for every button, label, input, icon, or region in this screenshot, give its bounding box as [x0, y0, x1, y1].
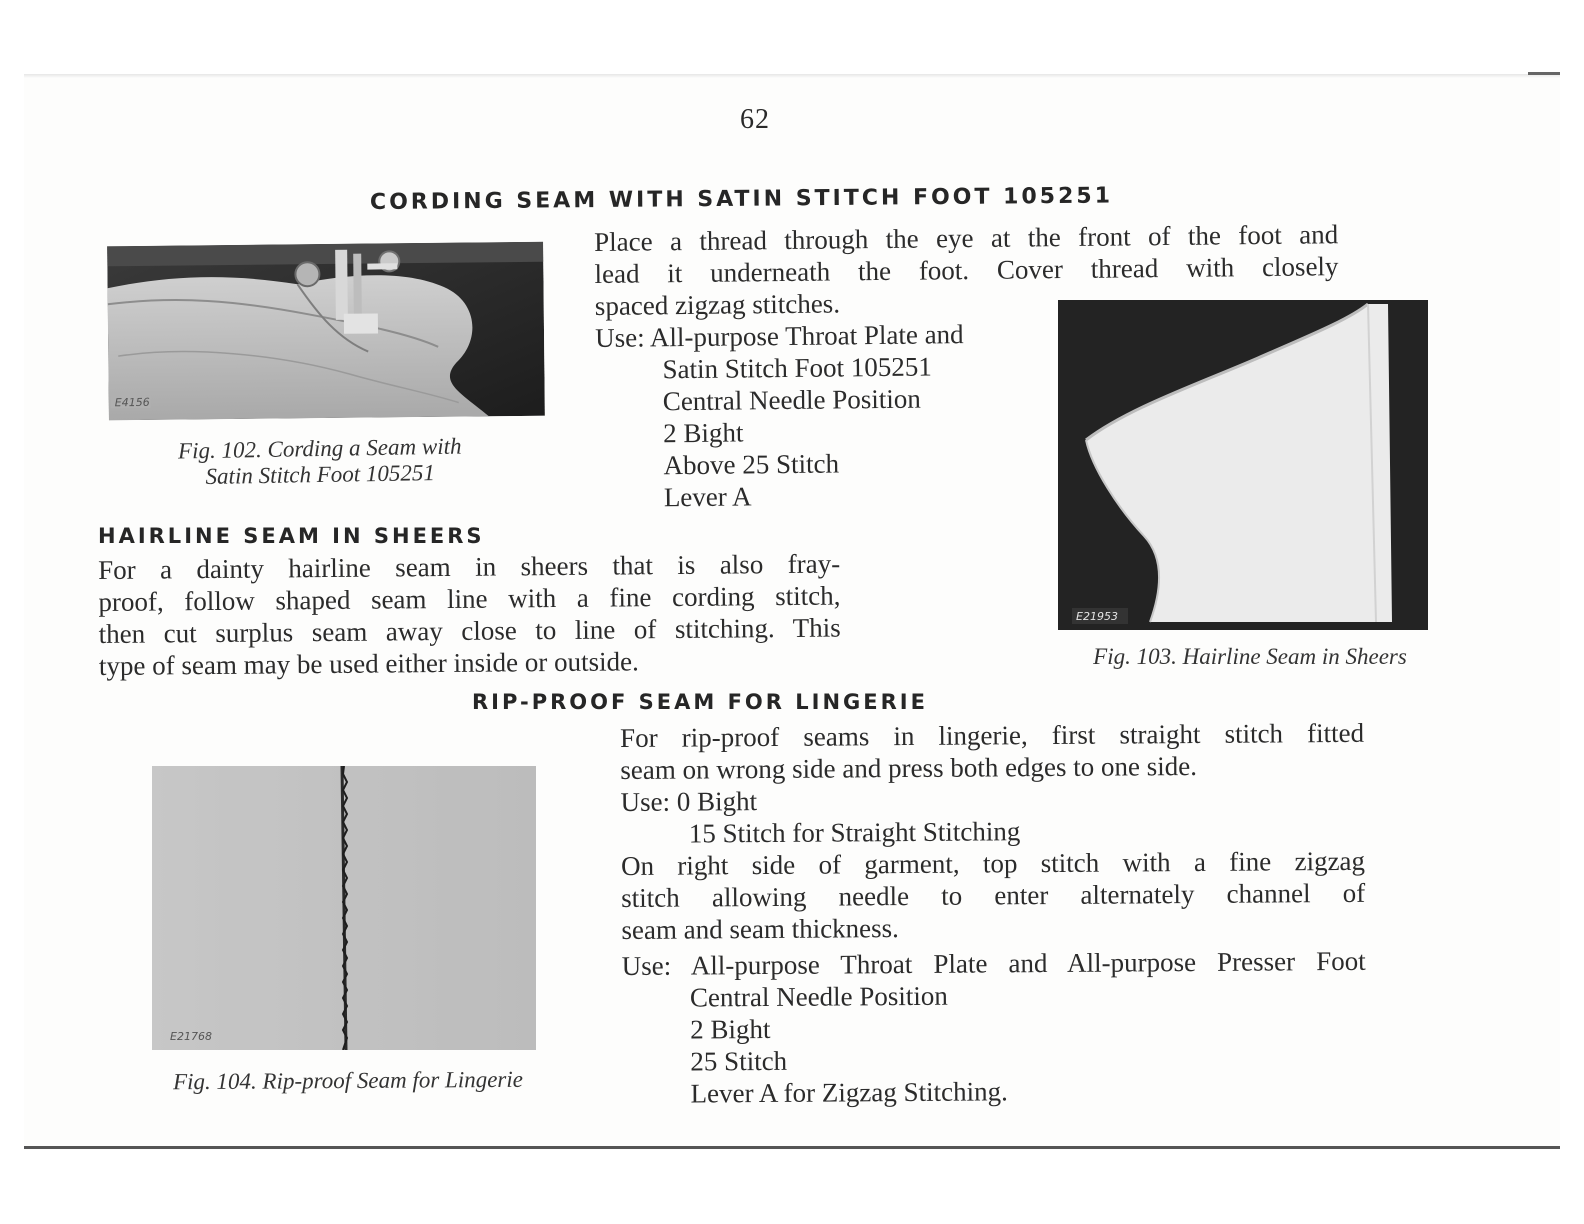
- figure-103-caption: Fig. 103. Hairline Seam in Sheers: [1093, 644, 1407, 669]
- figure-104-photo: [152, 766, 536, 1050]
- text-line: proof, follow shaped seam line with a fine cording stitch,: [98, 580, 841, 617]
- text-line: then cut surplus seam away close to line of stitching. This: [98, 612, 841, 649]
- caption-line: Satin Stitch Foot 105251: [205, 459, 436, 489]
- text-line: lead it underneath the foot. Cover thread with closely: [594, 251, 1339, 289]
- text-line: type of seam may be used either inside or outside.: [98, 646, 639, 681]
- use-item: 25 Stitch: [690, 1045, 788, 1077]
- use-item: 2 Bight: [690, 1013, 771, 1045]
- text-line: For a dainty hairline seam in sheers that is also fray-: [98, 548, 841, 585]
- text-line: For rip-proof seams in lingerie, first straight stitch fitted: [620, 717, 1365, 753]
- page-number: 62: [740, 104, 770, 135]
- text-line: seam and seam thickness.: [621, 913, 899, 945]
- use-item: 15 Stitch for Straight Stitching: [688, 816, 1021, 849]
- use-label: Use: 0 Bight: [620, 786, 758, 817]
- use-label: Use: All-purpose Throat Plate and All-purpose Presser Foot: [621, 945, 1366, 981]
- figure-code: E21953: [1076, 610, 1118, 623]
- text-line: spaced zigzag stitches.: [594, 288, 841, 321]
- ripproof-paragraph: [620, 717, 1367, 1110]
- section-heading-hairline: HAIRLINE SEAM IN SHEERS: [98, 524, 485, 548]
- use-item: Lever A: [663, 481, 752, 513]
- use-item: Above 25 Stitch: [663, 448, 840, 481]
- text-line: Place a thread through the eye at the front of the foot and: [594, 219, 1339, 257]
- page-edge-mark: [1528, 72, 1560, 75]
- figure-code: E21768: [170, 1030, 212, 1043]
- hairline-paragraph: [98, 548, 841, 682]
- text-line: stitch allowing needle to enter alternately channel of: [621, 877, 1366, 913]
- use-item: Lever A for Zigzag Stitching.: [690, 1076, 1008, 1109]
- text-line: On right side of garment, top stitch with a fine zigzag: [620, 845, 1366, 881]
- use-item: Central Needle Position: [689, 980, 948, 1013]
- section-heading-ripproof: RIP-PROOF SEAM FOR LINGERIE: [472, 690, 928, 714]
- page-bottom-edge: [24, 1146, 1560, 1149]
- figure-code: E4156: [114, 395, 150, 410]
- figure-104-caption: Fig. 104. Rip-proof Seam for Lingerie: [172, 1066, 524, 1095]
- section-heading-cording: CORDING SEAM WITH SATIN STITCH FOOT 105251: [369, 183, 1114, 215]
- use-label: Use: All-purpose Throat Plate and: [595, 319, 964, 353]
- figure-102-caption: [140, 433, 501, 491]
- use-item: 2 Bight: [663, 417, 744, 449]
- caption-line: Fig. 102. Cording a Seam with: [177, 433, 462, 464]
- use-item: Satin Stitch Foot 105251: [662, 351, 932, 385]
- figure-103-photo: [1058, 300, 1428, 630]
- figure-102-photo: [107, 242, 545, 421]
- text-line: seam on wrong side and press both edges to one side.: [620, 750, 1198, 785]
- use-item: Central Needle Position: [662, 383, 921, 417]
